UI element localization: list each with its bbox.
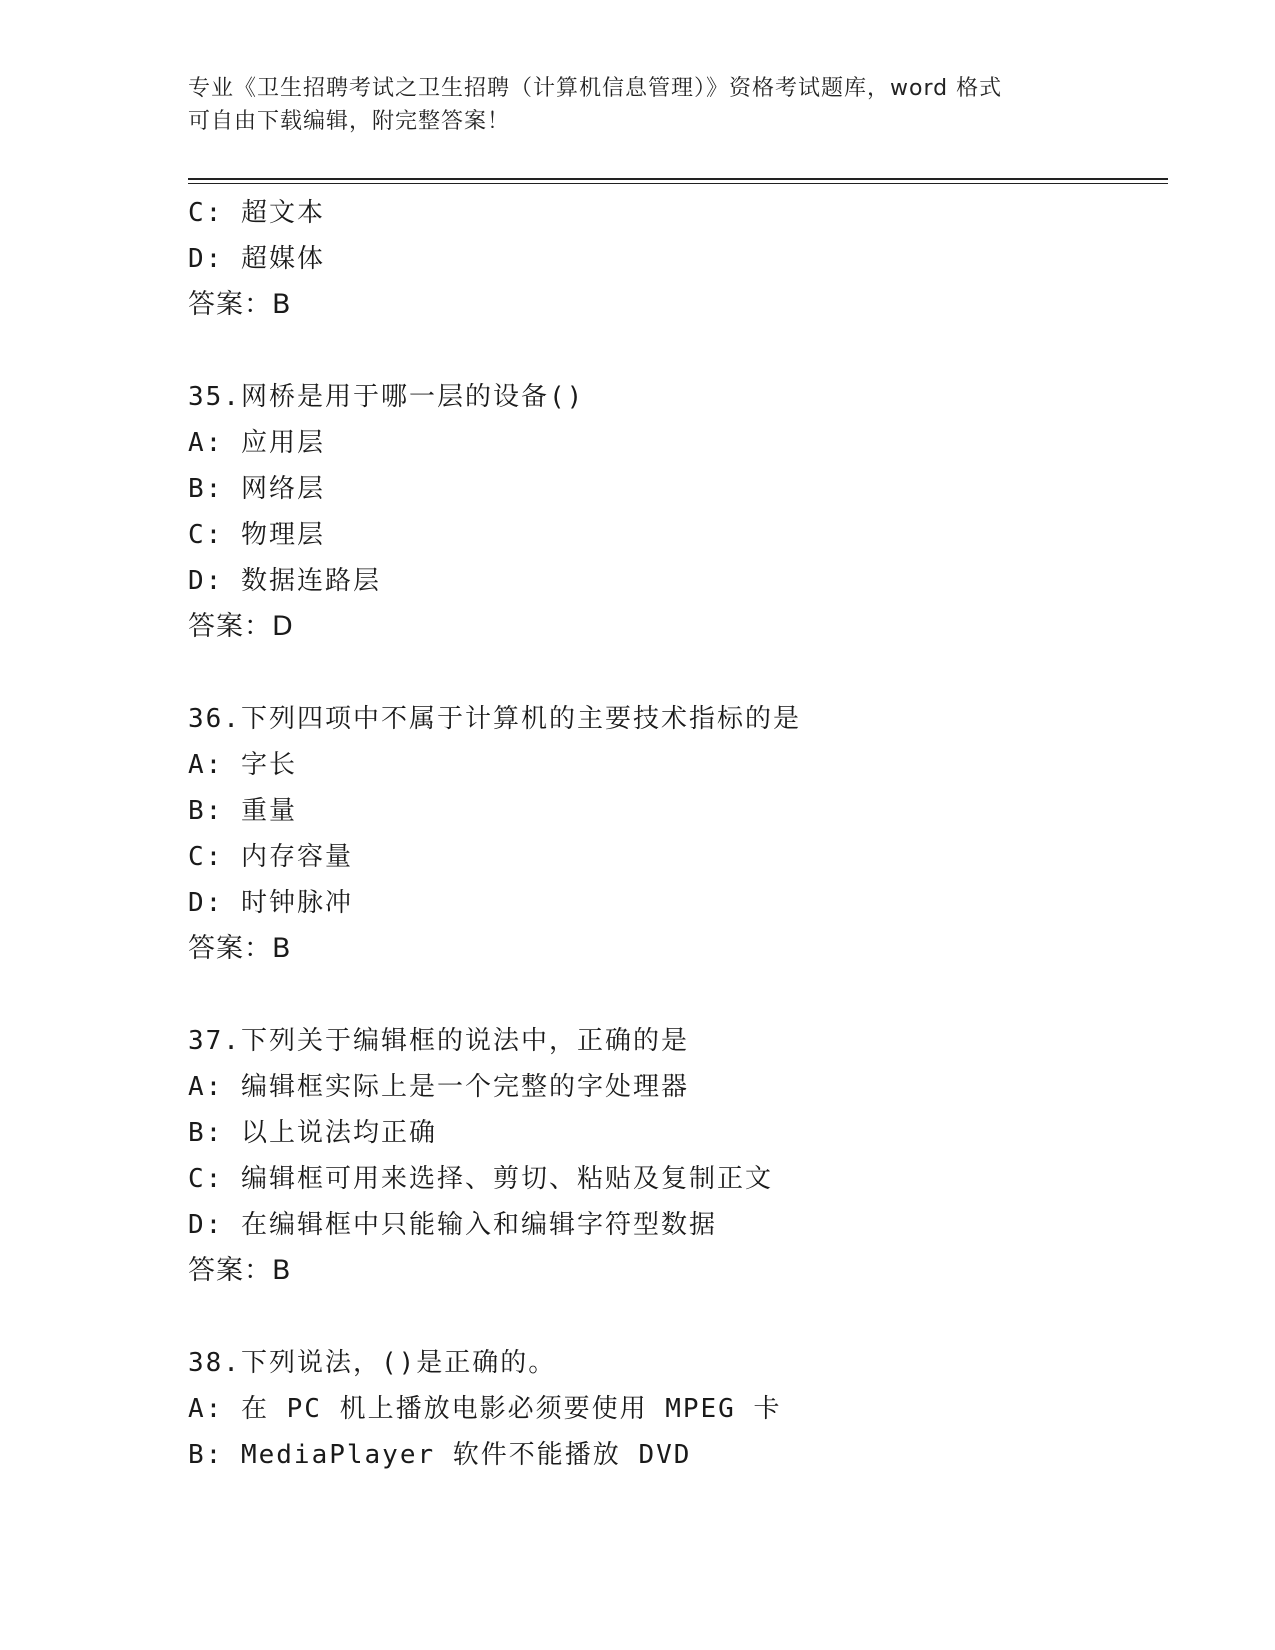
- answer-line: 答案：D: [188, 611, 294, 642]
- option-d: D: 在编辑框中只能输入和编辑字符型数据: [188, 1210, 717, 1240]
- spacer: [188, 1294, 1188, 1340]
- option-c: C: 内存容量: [188, 842, 353, 872]
- header-line-2: 可自由下载编辑，附完整答案！: [188, 109, 511, 134]
- partial-question: [188, 190, 1188, 328]
- header-rule-thin: [188, 183, 1168, 184]
- answer-line: 答案：B: [188, 1255, 292, 1286]
- question-content: [188, 190, 1188, 1478]
- option-c: C: 超文本: [188, 198, 325, 228]
- question-stem: 35.网桥是用于哪一层的设备(): [188, 382, 585, 412]
- question-36: [188, 696, 1188, 972]
- spacer: [188, 650, 1188, 696]
- option-b: B: 重量: [188, 796, 297, 826]
- spacer: [188, 328, 1188, 374]
- header-rule: [188, 178, 1168, 180]
- option-b: B: 网络层: [188, 474, 325, 504]
- question-stem: 38.下列说法，()是正确的。: [188, 1348, 557, 1378]
- option-a: A: 字长: [188, 750, 297, 780]
- header-line-1: 专业《卫生招聘考试之卫生招聘（计算机信息管理）》资格考试题库，word 格式: [188, 76, 1003, 101]
- option-a: A: 编辑框实际上是一个完整的字处理器: [188, 1072, 689, 1102]
- option-d: D: 时钟脉冲: [188, 888, 353, 918]
- option-b: B: MediaPlayer 软件不能播放 DVD: [188, 1440, 692, 1470]
- question-37: [188, 1018, 1188, 1294]
- option-c: C: 编辑框可用来选择、剪切、粘贴及复制正文: [188, 1164, 773, 1194]
- document-header: [188, 72, 1088, 138]
- answer-line: 答案：B: [188, 289, 292, 320]
- question-35: [188, 374, 1188, 650]
- spacer: [188, 972, 1188, 1018]
- question-stem: 37.下列关于编辑框的说法中，正确的是: [188, 1026, 689, 1056]
- answer-line: 答案：B: [188, 933, 292, 964]
- option-d: D: 数据连路层: [188, 566, 381, 596]
- option-d: D: 超媒体: [188, 244, 325, 274]
- option-c: C: 物理层: [188, 520, 325, 550]
- option-a: A: 在 PC 机上播放电影必须要使用 MPEG 卡: [188, 1394, 782, 1424]
- option-a: A: 应用层: [188, 428, 325, 458]
- option-b: B: 以上说法均正确: [188, 1118, 437, 1148]
- question-38: [188, 1340, 1188, 1478]
- question-stem: 36.下列四项中不属于计算机的主要技术指标的是: [188, 704, 801, 734]
